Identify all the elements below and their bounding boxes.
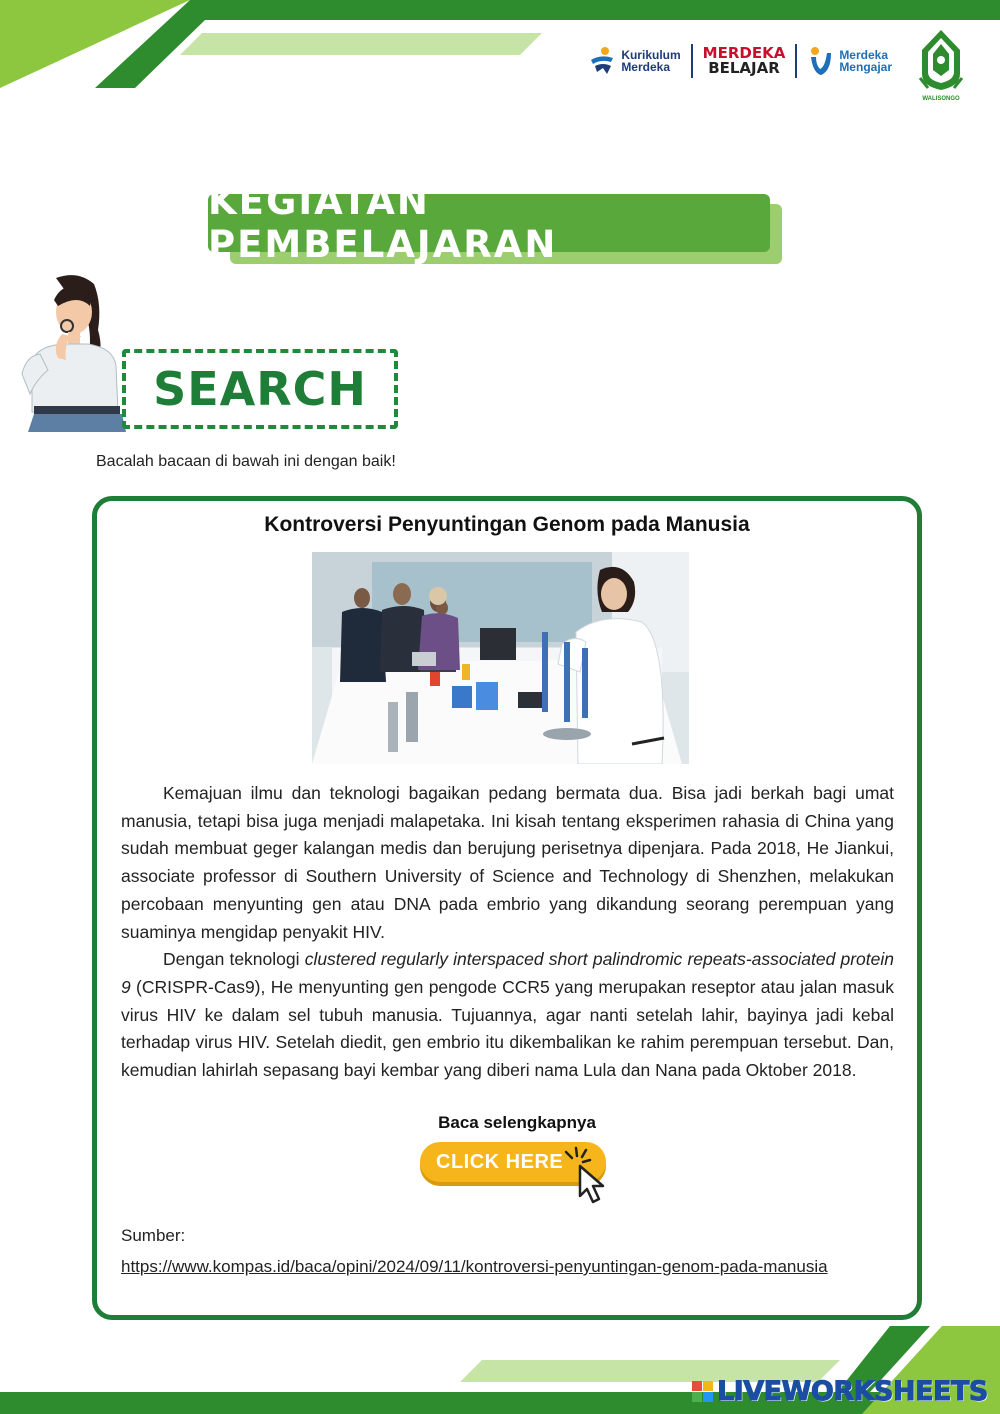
merdeka-mengajar-line2: Mengajar [839,60,892,74]
kurikulum-merdeka-icon [589,46,615,76]
paragraph-2-rest: (CRISPR-Cas9), He menyunting gen pengode CCR5 yang merupakan reseptor atau jalan masuk virus HIV ke dalam sel tubuh manusia. Tujuannya, agar nanti setelah lahir, bayinya jadi kebal terhadap virus HIV. Setelah diedit, gen embrio itu dikembalikan ke rahim perempuan tersebut. Dan, kemudian lahirlah sepasang bayi kembar yang diberi nama Lula dan Nana pada Oktober 2018. [121,976,894,1081]
liveworksheets-logo [692,1376,988,1407]
merdeka-mengajar-icon [807,45,833,77]
merdeka-belajar-line2: BELAJAR [708,59,780,77]
live-block-l [692,1381,702,1391]
liveworksheets-block-icon [692,1381,713,1402]
kurikulum-merdeka-logo [589,46,680,76]
merdeka-belajar-line1: MERDEKA [702,44,786,62]
logo-divider [691,44,693,78]
article-title: Kontroversi Penyuntingan Genom pada Manusia [264,513,750,536]
article-body [121,780,894,1085]
liveworksheets-brand: LIVEWORKSHEETS [717,1376,988,1407]
reading-instruction: Bacalah bacaan di bawah ini dengan baik! [96,453,396,470]
pointer-cursor-icon [562,1146,614,1206]
kurikulum-logo-line1: Kurikulum [621,48,681,62]
paragraph-2-lead: Dengan teknologi [163,949,305,970]
student-girl-illustration [18,270,130,432]
live-block-e [703,1392,713,1402]
click-here-label: CLICK HERE [436,1150,564,1173]
article-paragraph-2 [121,946,894,1085]
article-paragraph-1: Kemajuan ilmu dan teknologi bagaikan pedang bermata dua. Bisa jadi berkah bagi umat manusia, tetapi bisa juga menjadi malapetaka. Ini kisah tentang eksperimen rahasia di China yang sudah membuat geger kalangan medis dan berujung perisetnya dipenjara. Pada 2018, He Jiankui, associate professor di Southern University of Science and Technology di Shenzhen, melakukan percobaan menyunting gen atau DNA pada embrio yang dikandung seorang perempuan yang suaminya mengidap penyakit HIV. [121,783,894,942]
partner-logos [589,44,892,78]
paragraph-2-italic-term: clustered regularly interspaced short palindromic repeats-associated protein 9 [121,949,895,997]
kurikulum-logo-line2: Merdeka [621,60,671,74]
logo-divider [795,44,797,78]
header-light-strip [180,33,542,55]
live-block-v [692,1392,702,1402]
merdeka-belajar-logo [703,46,786,76]
walisongo-seal-logo [914,28,968,104]
live-block-i [703,1381,713,1391]
source-link[interactable]: https://www.kompas.id/baca/opini/2024/09/11/kontroversi-penyuntingan-genom-pada-manusia [121,1257,828,1276]
source-label: Sumber: [121,1226,186,1245]
merdeka-mengajar-logo [807,45,892,77]
search-label-box: SEARCH [122,349,398,429]
merdeka-mengajar-line1: Merdeka [839,48,889,62]
laboratory-photo [312,552,689,764]
walisongo-label: WALISONGO [922,96,960,102]
section-title: KEGIATAN PEMBELAJARAN [208,194,770,252]
read-more-label: Baca selengkapnya [438,1113,596,1132]
